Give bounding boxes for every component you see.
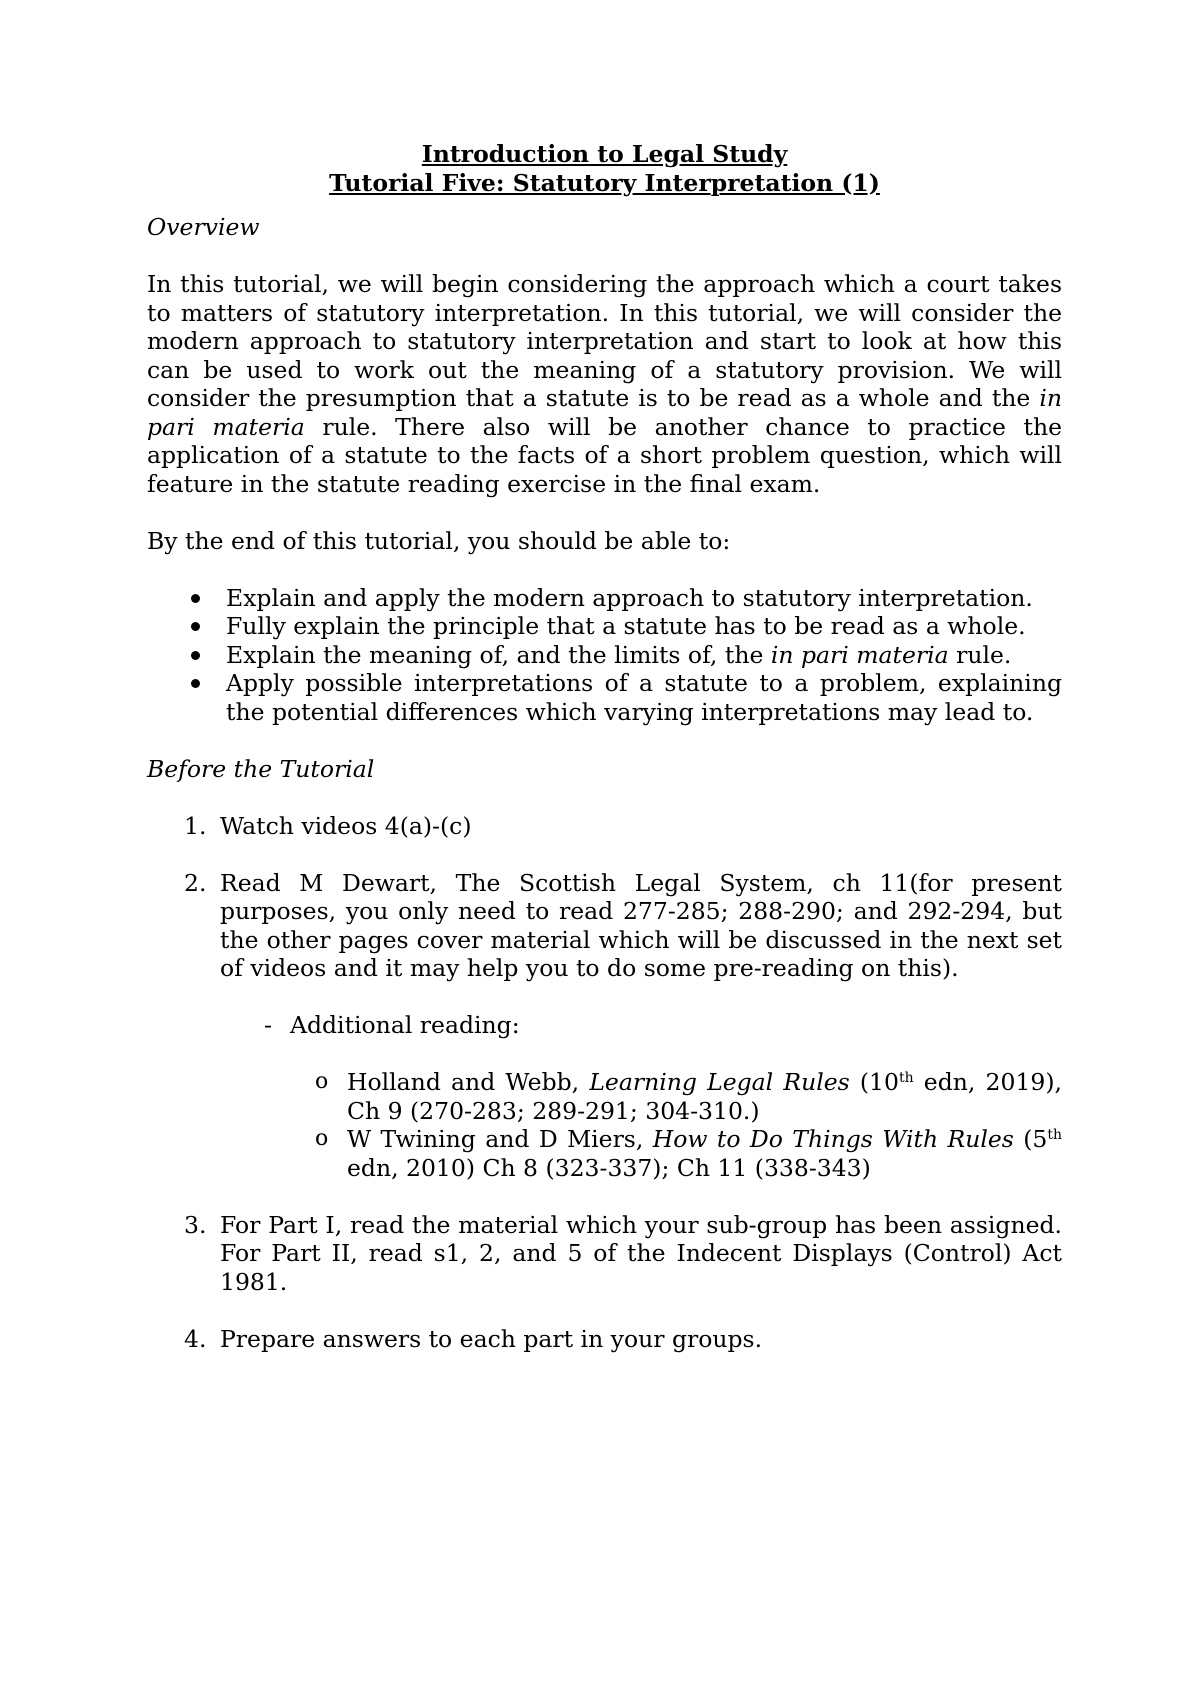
- outcomes-intro: By the end of this tutorial, you should be able to:: [147, 526, 731, 555]
- bullet-icon: [191, 679, 200, 688]
- additional-reading-label: - Additional reading:: [264, 1011, 520, 1039]
- step-item: 2. Read M Dewart, The Scottish Legal System, ch 11(for present purposes, you only need to read 277-285; 288-290; and 292-294, but the other pages cover material which will be discussed in the next set of videos and it may help you to do some pre-reading on this).: [184, 868, 1062, 982]
- circle-bullet-icon: o: [315, 1069, 329, 1094]
- tutorial-title: Tutorial Five: Statutory Interpretation (1): [329, 168, 880, 197]
- course-title: Introduction to Legal Study: [421, 140, 788, 168]
- before-tutorial-steps: [147, 812, 1062, 841]
- list-item: Apply possible interpretations of a statute to a problem, explaining the potential differences which varying interpretations may lead to.: [147, 669, 1062, 726]
- step-item: 3. For Part I, read the material which your sub-group has been assigned. For Part II, read s1, 2, and 5 of the Indecent Displays (Control) Act 1981.: [184, 1210, 1062, 1296]
- step-item: 1. Watch videos 4(a)-(c): [184, 811, 472, 840]
- before-tutorial-heading: Before the Tutorial: [147, 754, 375, 783]
- before-tutorial-steps-3: [147, 1211, 1062, 1297]
- list-item: Explain the meaning of, and the limits of, the in pari materia rule.: [147, 641, 1062, 670]
- step-item: 4. Prepare answers to each part in your groups.: [184, 1324, 763, 1353]
- reading-item: o Holland and Webb, Learning Legal Rules (10th edn, 2019), Ch 9 (270-283; 289-291; 304-310.): [315, 1068, 1062, 1125]
- additional-reading-list: [147, 1068, 1062, 1182]
- bullet-icon: [191, 594, 200, 603]
- document-title: [147, 140, 1062, 197]
- list-item: Explain and apply the modern approach to statutory interpretation.: [147, 584, 1062, 613]
- list-item: Fully explain the principle that a statute has to be read as a whole.: [147, 612, 1062, 641]
- circle-bullet-icon: o: [315, 1126, 329, 1151]
- reading-item: o W Twining and D Miers, How to Do Things With Rules (5th edn, 2010) Ch 8 (323-337); Ch 11 (338-343): [315, 1125, 1062, 1182]
- before-tutorial-steps-2: [147, 869, 1062, 983]
- overview-heading: Overview: [147, 213, 260, 241]
- bullet-icon: [191, 651, 200, 660]
- before-tutorial-steps-4: [147, 1325, 1062, 1354]
- overview-paragraph: In this tutorial, we will begin considering the approach which a court takes to matters of statutory interpretation. In this tutorial, we will consider the modern approach to statutory interpretation and start to look at how this can be used to work out the meaning of a statutory provision. We will consider the presumption that a statute is to be read as a whole and the in pari materia rule. There also will be another chance to practice the application of a statute to the facts of a short problem question, which will feature in the statute reading exercise in the final exam.: [147, 270, 1062, 498]
- outcomes-list: [147, 584, 1062, 727]
- bullet-icon: [191, 622, 200, 631]
